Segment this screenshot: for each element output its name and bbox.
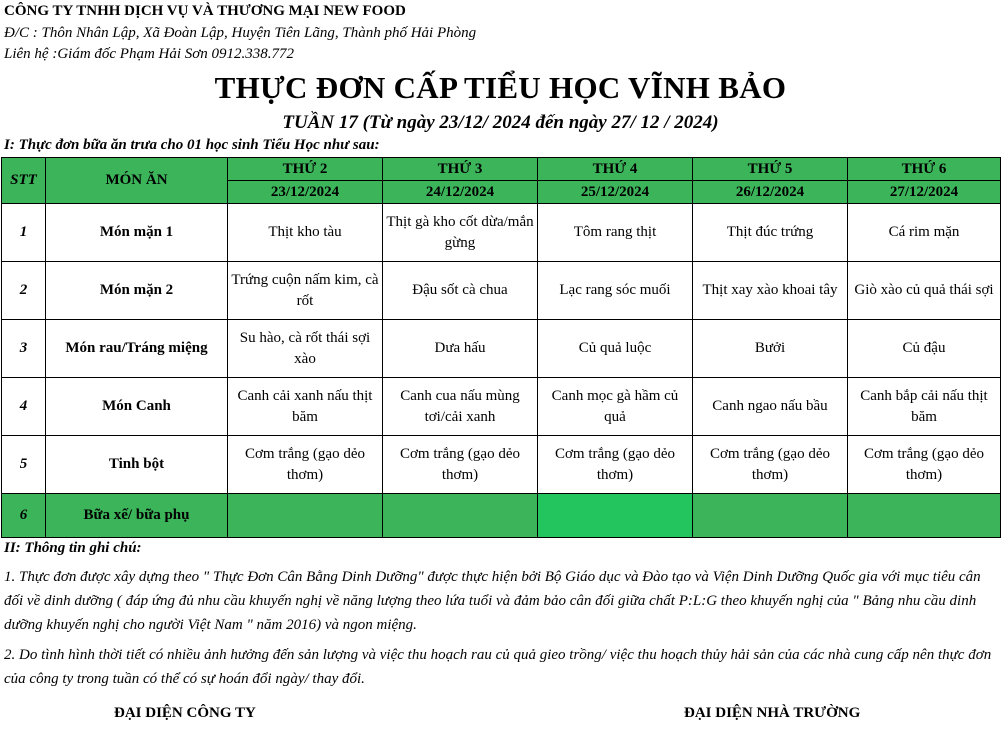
section-1-heading: I: Thực đơn bữa ăn trưa cho 01 học sinh Tiểu Học như sau: (4, 137, 380, 153)
table-row (2, 204, 1001, 262)
menu-cell: Dưa hấu (383, 320, 538, 378)
menu-cell: Canh cải xanh nấu thịt băm (228, 378, 383, 436)
menu-cell-empty (693, 494, 848, 538)
header-row-days (2, 158, 1001, 181)
menu-cell: Bưởi (693, 320, 848, 378)
menu-cell: Trứng cuộn nấm kim, cà rốt (228, 262, 383, 320)
menu-cell: Cơm trắng (gạo dẻo thơm) (693, 436, 848, 494)
date-header: 25/12/2024 (538, 181, 693, 204)
menu-cell: Củ đậu (848, 320, 1001, 378)
row-number: 1 (2, 204, 46, 262)
page-title: THỰC ĐƠN CẤP TIỂU HỌC VĨNH BẢO (214, 70, 787, 105)
note-1: 1. Thực đơn được xây dựng theo " Thực Đơn Cân Bằng Dinh Dưỡng" được thực hiện bởi Bộ Giáo dục và Đào tạo và Viện Dinh Dưỡng Quốc gia với mục tiêu cân đối về dinh dưỡng ( đáp ứng đủ nhu cầu khuyến nghị về năng lượng theo lứa tuổi và đảm bảo cân đối giữa chất P:L:G theo khuyến nghị của " Bảng nhu cầu dinh dưỡng khuyến nghị cho người Việt Nam " năm 2016) và ngon miệng. (4, 569, 981, 633)
table-row-snack (2, 494, 1001, 538)
menu-cell: Cơm trắng (gạo dẻo thơm) (538, 436, 693, 494)
menu-cell: Giò xào củ quả thái sợi (848, 262, 1001, 320)
menu-cell: Thịt gà kho cốt dừa/mắn gừng (383, 204, 538, 262)
dish-header: MÓN ĂN (46, 158, 228, 204)
table-row (2, 320, 1001, 378)
note-2: 2. Do tình hình thời tiết có nhiều ảnh hưởng đến sản lượng và việc thu hoạch rau củ quả gieo trồng/ việc thu hoạch thủy hải sản của các nhà cung cấp nên thực đơn của công ty trong tuần có thể có sự hoán đổi ngày/ thay đổi. (4, 647, 992, 687)
section-2-heading: II: Thông tin ghi chú: (4, 540, 142, 556)
row-number: 2 (2, 262, 46, 320)
menu-table (1, 157, 1001, 538)
menu-cell: Thịt kho tàu (228, 204, 383, 262)
menu-cell: Thịt xay xào khoai tây (693, 262, 848, 320)
dish-category: Món mặn 2 (46, 262, 228, 320)
table-row (2, 436, 1001, 494)
day-header: THỨ 5 (693, 158, 848, 181)
menu-cell: Tôm rang thịt (538, 204, 693, 262)
menu-cell: Lạc rang sóc muối (538, 262, 693, 320)
date-header: 24/12/2024 (383, 181, 538, 204)
day-header: THỨ 4 (538, 158, 693, 181)
menu-cell: Canh cua nấu mùng tơi/cải xanh (383, 378, 538, 436)
menu-cell: Cá rim mặn (848, 204, 1001, 262)
dish-category: Món Canh (46, 378, 228, 436)
menu-cell-empty (538, 494, 693, 538)
menu-cell: Canh mọc gà hầm củ quả (538, 378, 693, 436)
row-number: 5 (2, 436, 46, 494)
day-header: THỨ 6 (848, 158, 1001, 181)
row-number: 3 (2, 320, 46, 378)
menu-cell: Canh bắp cải nấu thịt băm (848, 378, 1001, 436)
menu-cell-empty (383, 494, 538, 538)
table-row (2, 262, 1001, 320)
menu-cell: Củ quả luộc (538, 320, 693, 378)
menu-cell: Su hào, cà rốt thái sợi xào (228, 320, 383, 378)
dish-category: Món rau/Tráng miệng (46, 320, 228, 378)
week-subtitle: TUẦN 17 (Từ ngày 23/12/ 2024 đến ngày 27/ 12 / 2024) (282, 112, 719, 133)
date-header: 27/12/2024 (848, 181, 1001, 204)
row-number: 6 (2, 494, 46, 538)
table-row (2, 378, 1001, 436)
company-contact: Liên hệ :Giám đốc Phạm Hải Sơn 0912.338.772 (4, 46, 295, 62)
signature-company: ĐẠI DIỆN CÔNG TY (114, 705, 256, 721)
day-header: THỨ 2 (228, 158, 383, 181)
date-header: 23/12/2024 (228, 181, 383, 204)
row-number: 4 (2, 378, 46, 436)
menu-cell: Cơm trắng (gạo dẻo thơm) (383, 436, 538, 494)
dish-category: Bữa xế/ bữa phụ (46, 494, 228, 538)
dish-category: Tinh bột (46, 436, 228, 494)
menu-cell: Cơm trắng (gạo dẻo thơm) (848, 436, 1001, 494)
company-address: Đ/C : Thôn Nhân Lập, Xã Đoàn Lập, Huyện Tiên Lãng, Thành phố Hải Phòng (4, 25, 477, 41)
menu-cell-empty (848, 494, 1001, 538)
menu-cell: Cơm trắng (gạo dẻo thơm) (228, 436, 383, 494)
menu-cell-empty (228, 494, 383, 538)
menu-cell: Thịt đúc trứng (693, 204, 848, 262)
menu-cell: Canh ngao nấu bầu (693, 378, 848, 436)
company-name: CÔNG TY TNHH DỊCH VỤ VÀ THƯƠNG MẠI NEW FOOD (4, 3, 406, 19)
date-header: 26/12/2024 (693, 181, 848, 204)
stt-header: STT (2, 158, 46, 204)
signature-school: ĐẠI DIỆN NHÀ TRƯỜNG (684, 705, 861, 721)
menu-cell: Đậu sốt cà chua (383, 262, 538, 320)
day-header: THỨ 3 (383, 158, 538, 181)
dish-category: Món mặn 1 (46, 204, 228, 262)
